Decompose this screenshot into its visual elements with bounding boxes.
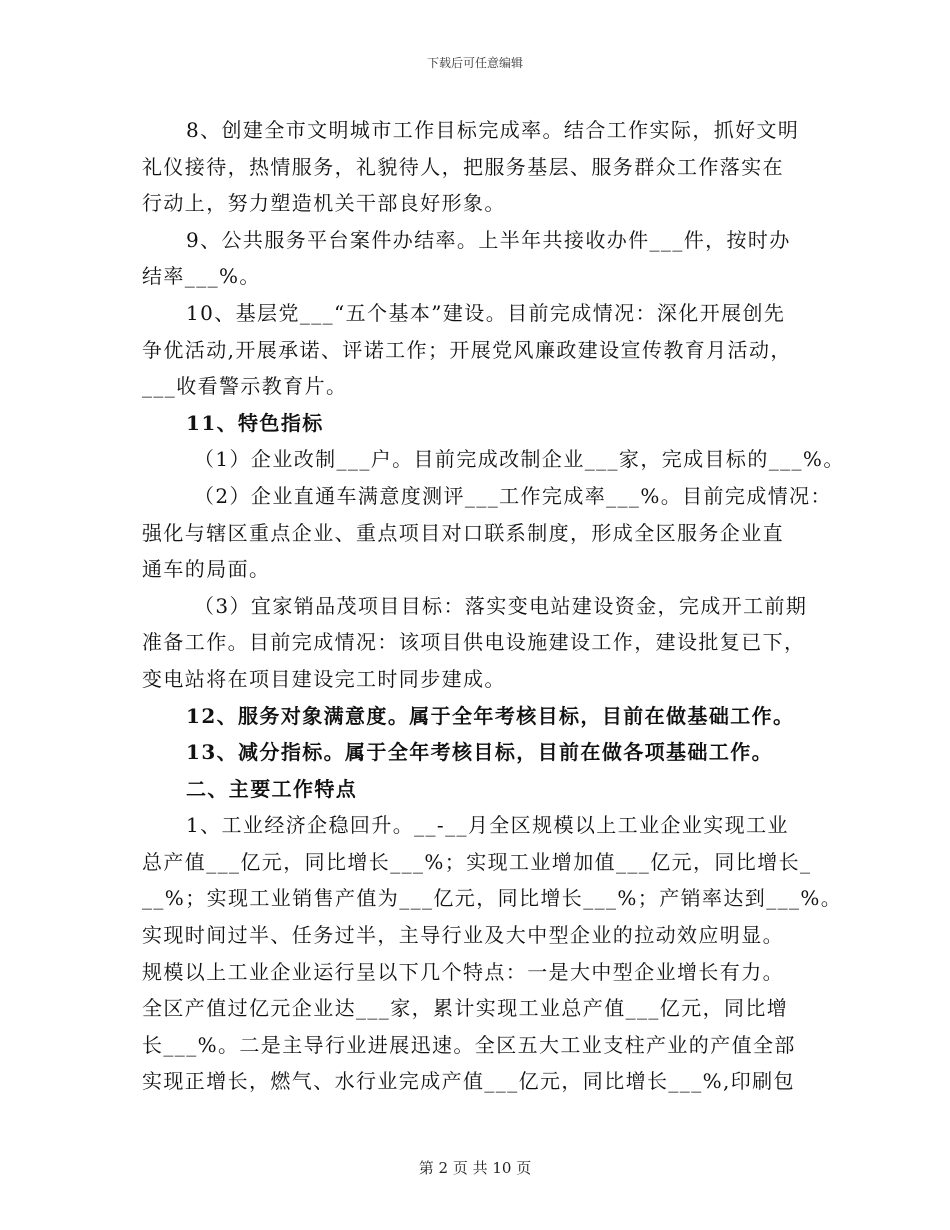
section-heading: 12、服务对象满意度。属于全年考核目标，目前在做基础工作。 bbox=[186, 703, 795, 728]
paragraph-line: 变电站将在项目建设完工时同步建成。 bbox=[142, 666, 506, 691]
paragraph-line: 争优活动,开展承诺、评诺工作；开展党风廉政建设宣传教育月活动， bbox=[142, 337, 792, 362]
paragraph-line: （2）企业直通车满意度测评___工作完成率___%。目前完成情况： bbox=[194, 483, 832, 508]
paragraph-line: 实现正增长，燃气、水行业完成产值___亿元，同比增长___%,印刷包 bbox=[142, 1069, 795, 1094]
section-heading: 11、特色指标 bbox=[186, 410, 324, 435]
paragraph-line: 总产值___亿元，同比增长___%；实现工业增加值___亿元，同比增长_ bbox=[142, 849, 812, 874]
paragraph-line: 强化与辖区重点企业、重点项目对口联系制度，形成全区服务企业直 bbox=[142, 520, 784, 545]
section-heading: 二、主要工作特点 bbox=[186, 776, 358, 801]
paragraph-line: 礼仪接待，热情服务，礼貌待人，把服务基层、服务群众工作落实在 bbox=[142, 154, 784, 179]
paragraph-line: 全区产值过亿元企业达___家，累计实现工业总产值___亿元，同比增 bbox=[142, 996, 789, 1021]
paragraph-line: 准备工作。目前完成情况：该项目供电设施建设工作，建设批复已下， bbox=[142, 630, 806, 655]
paragraph-line: 1、工业经济企稳回升。__-__月全区规模以上工业企业实现工业 bbox=[186, 813, 789, 838]
paragraph-line: 9、公共服务平台案件办结率。上半年共接收办件___件，按时办 bbox=[186, 227, 791, 252]
paragraph-line: 10、基层党___“五个基本”建设。目前完成情况：深化开展创先 bbox=[186, 300, 786, 325]
paragraph-line: 通车的局面。 bbox=[142, 557, 271, 582]
page-header: 下载后可任意编辑 bbox=[426, 56, 523, 70]
paragraph-line: （1）企业改制___户。目前完成改制企业___家，完成目标的___%。 bbox=[194, 447, 845, 472]
paragraph-line: 规模以上工业企业运行呈以下几个特点：一是大中型企业增长有力。 bbox=[142, 959, 784, 984]
paragraph-line: 长___%。二是主导行业进展迅速。全区五大工业支柱产业的产值全部 bbox=[142, 1032, 796, 1057]
paragraph-line: 实现时间过半、任务过半，主导行业及大中型企业的拉动效应明显。 bbox=[142, 923, 784, 948]
page-footer: 第 2 页 共 10 页 bbox=[418, 1159, 532, 1177]
section-heading: 13、减分指标。属于全年考核目标，目前在做各项基础工作。 bbox=[186, 740, 774, 765]
paragraph-line: （3）宜家销品茂项目目标：落实变电站建设资金，完成开工前期 bbox=[194, 593, 808, 618]
paragraph-line: 行动上，努力塑造机关干部良好形象。 bbox=[142, 191, 506, 216]
paragraph-line: __%；实现工业销售产值为___亿元，同比增长___%；产销率达到___%。 bbox=[142, 886, 843, 911]
paragraph-line: 结率___%。 bbox=[142, 264, 261, 289]
paragraph-line: 8、创建全市文明城市工作目标完成率。结合工作实际，抓好文明 bbox=[186, 118, 800, 142]
document-body bbox=[142, 112, 845, 1100]
paragraph-line: ___收看警示教育片。 bbox=[142, 374, 348, 399]
